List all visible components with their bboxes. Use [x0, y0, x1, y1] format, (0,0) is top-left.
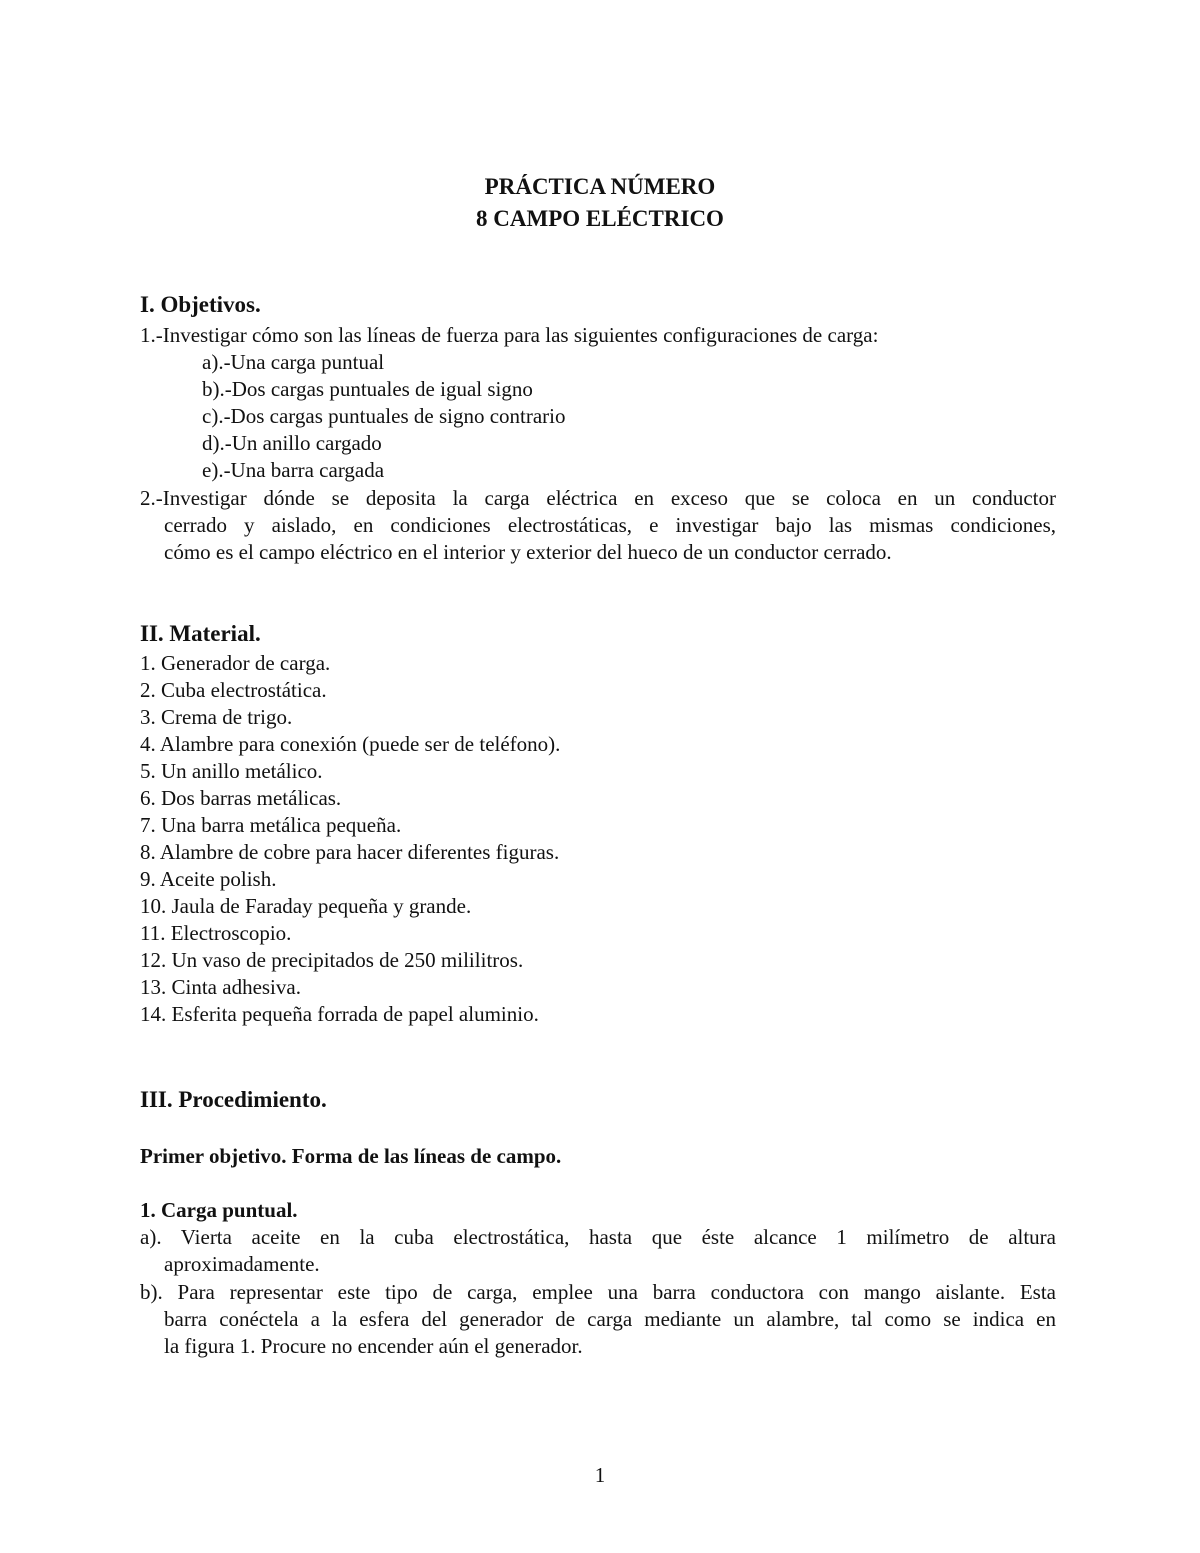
- material-item-8: 8. Alambre de cobre para hacer diferentes figuras.: [140, 840, 560, 864]
- document-title-line2: 8 CAMPO ELÉCTRICO: [476, 206, 724, 231]
- step-b-line2: barra conéctela a la esfera del generador de carga mediante un alambre, tal como se indica en: [164, 1307, 1056, 1331]
- material-item-12: 12. Un vaso de precipitados de 250 mililitros.: [140, 948, 524, 972]
- step-a-line2: aproximadamente.: [164, 1252, 320, 1276]
- material-item-14: 14. Esferita pequeña forrada de papel aluminio.: [140, 1002, 539, 1026]
- objetivo-subitem-e: e).-Una barra cargada: [202, 458, 385, 482]
- material-item-3: 3. Crema de trigo.: [140, 705, 293, 729]
- material-item-4: 4. Alambre para conexión (puede ser de teléfono).: [140, 732, 561, 756]
- page-number: 1: [594, 1463, 606, 1487]
- material-item-2: 2. Cuba electrostática.: [140, 678, 327, 702]
- objetivo-item-2-line3: cómo es el campo eléctrico en el interior y exterior del hueco de un conductor cerrado.: [164, 540, 892, 564]
- material-item-11: 11. Electroscopio.: [140, 921, 292, 945]
- material-item-6: 6. Dos barras metálicas.: [140, 786, 342, 810]
- procedimiento-subheading: Primer objetivo. Forma de las líneas de campo.: [140, 1144, 562, 1168]
- objetivo-subitem-d: d).-Un anillo cargado: [202, 431, 382, 455]
- objetivo-item-2-line2: cerrado y aislado, en condiciones electrostáticas, e investigar bajo las mismas condiciones,: [164, 513, 1056, 537]
- step-b-line1: b). Para representar este tipo de carga, emplee una barra conductora con mango aislante. Esta: [140, 1280, 1056, 1304]
- objetivo-item-1: 1.-Investigar cómo son las líneas de fuerza para las siguientes configuraciones de carga:: [140, 323, 879, 347]
- section-heading-objetivos: I. Objetivos.: [140, 292, 261, 317]
- section-heading-material: II. Material.: [140, 621, 261, 646]
- material-item-9: 9. Aceite polish.: [140, 867, 277, 891]
- material-item-1: 1. Generador de carga.: [140, 651, 331, 675]
- section-heading-procedimiento: III. Procedimiento.: [140, 1087, 327, 1112]
- objetivo-subitem-b: b).-Dos cargas puntuales de igual signo: [202, 377, 533, 401]
- step-b-line3: la figura 1. Procure no encender aún el generador.: [164, 1334, 583, 1358]
- material-item-10: 10. Jaula de Faraday pequeña y grande.: [140, 894, 472, 918]
- material-item-7: 7. Una barra metálica pequeña.: [140, 813, 402, 837]
- material-item-13: 13. Cinta adhesiva.: [140, 975, 301, 999]
- carga-puntual-heading: 1. Carga puntual.: [140, 1198, 298, 1222]
- step-a-line1: a). Vierta aceite en la cuba electrostática, hasta que éste alcance 1 milímetro de altura: [140, 1225, 1056, 1249]
- document-title-line1: PRÁCTICA NÚMERO: [484, 174, 716, 199]
- objetivo-subitem-c: c).-Dos cargas puntuales de signo contrario: [202, 404, 566, 428]
- objetivo-item-2-line1: 2.-Investigar dónde se deposita la carga eléctrica en exceso que se coloca en un conductor: [140, 486, 1056, 510]
- material-item-5: 5. Un anillo metálico.: [140, 759, 323, 783]
- objetivo-subitem-a: a).-Una carga puntual: [202, 350, 385, 374]
